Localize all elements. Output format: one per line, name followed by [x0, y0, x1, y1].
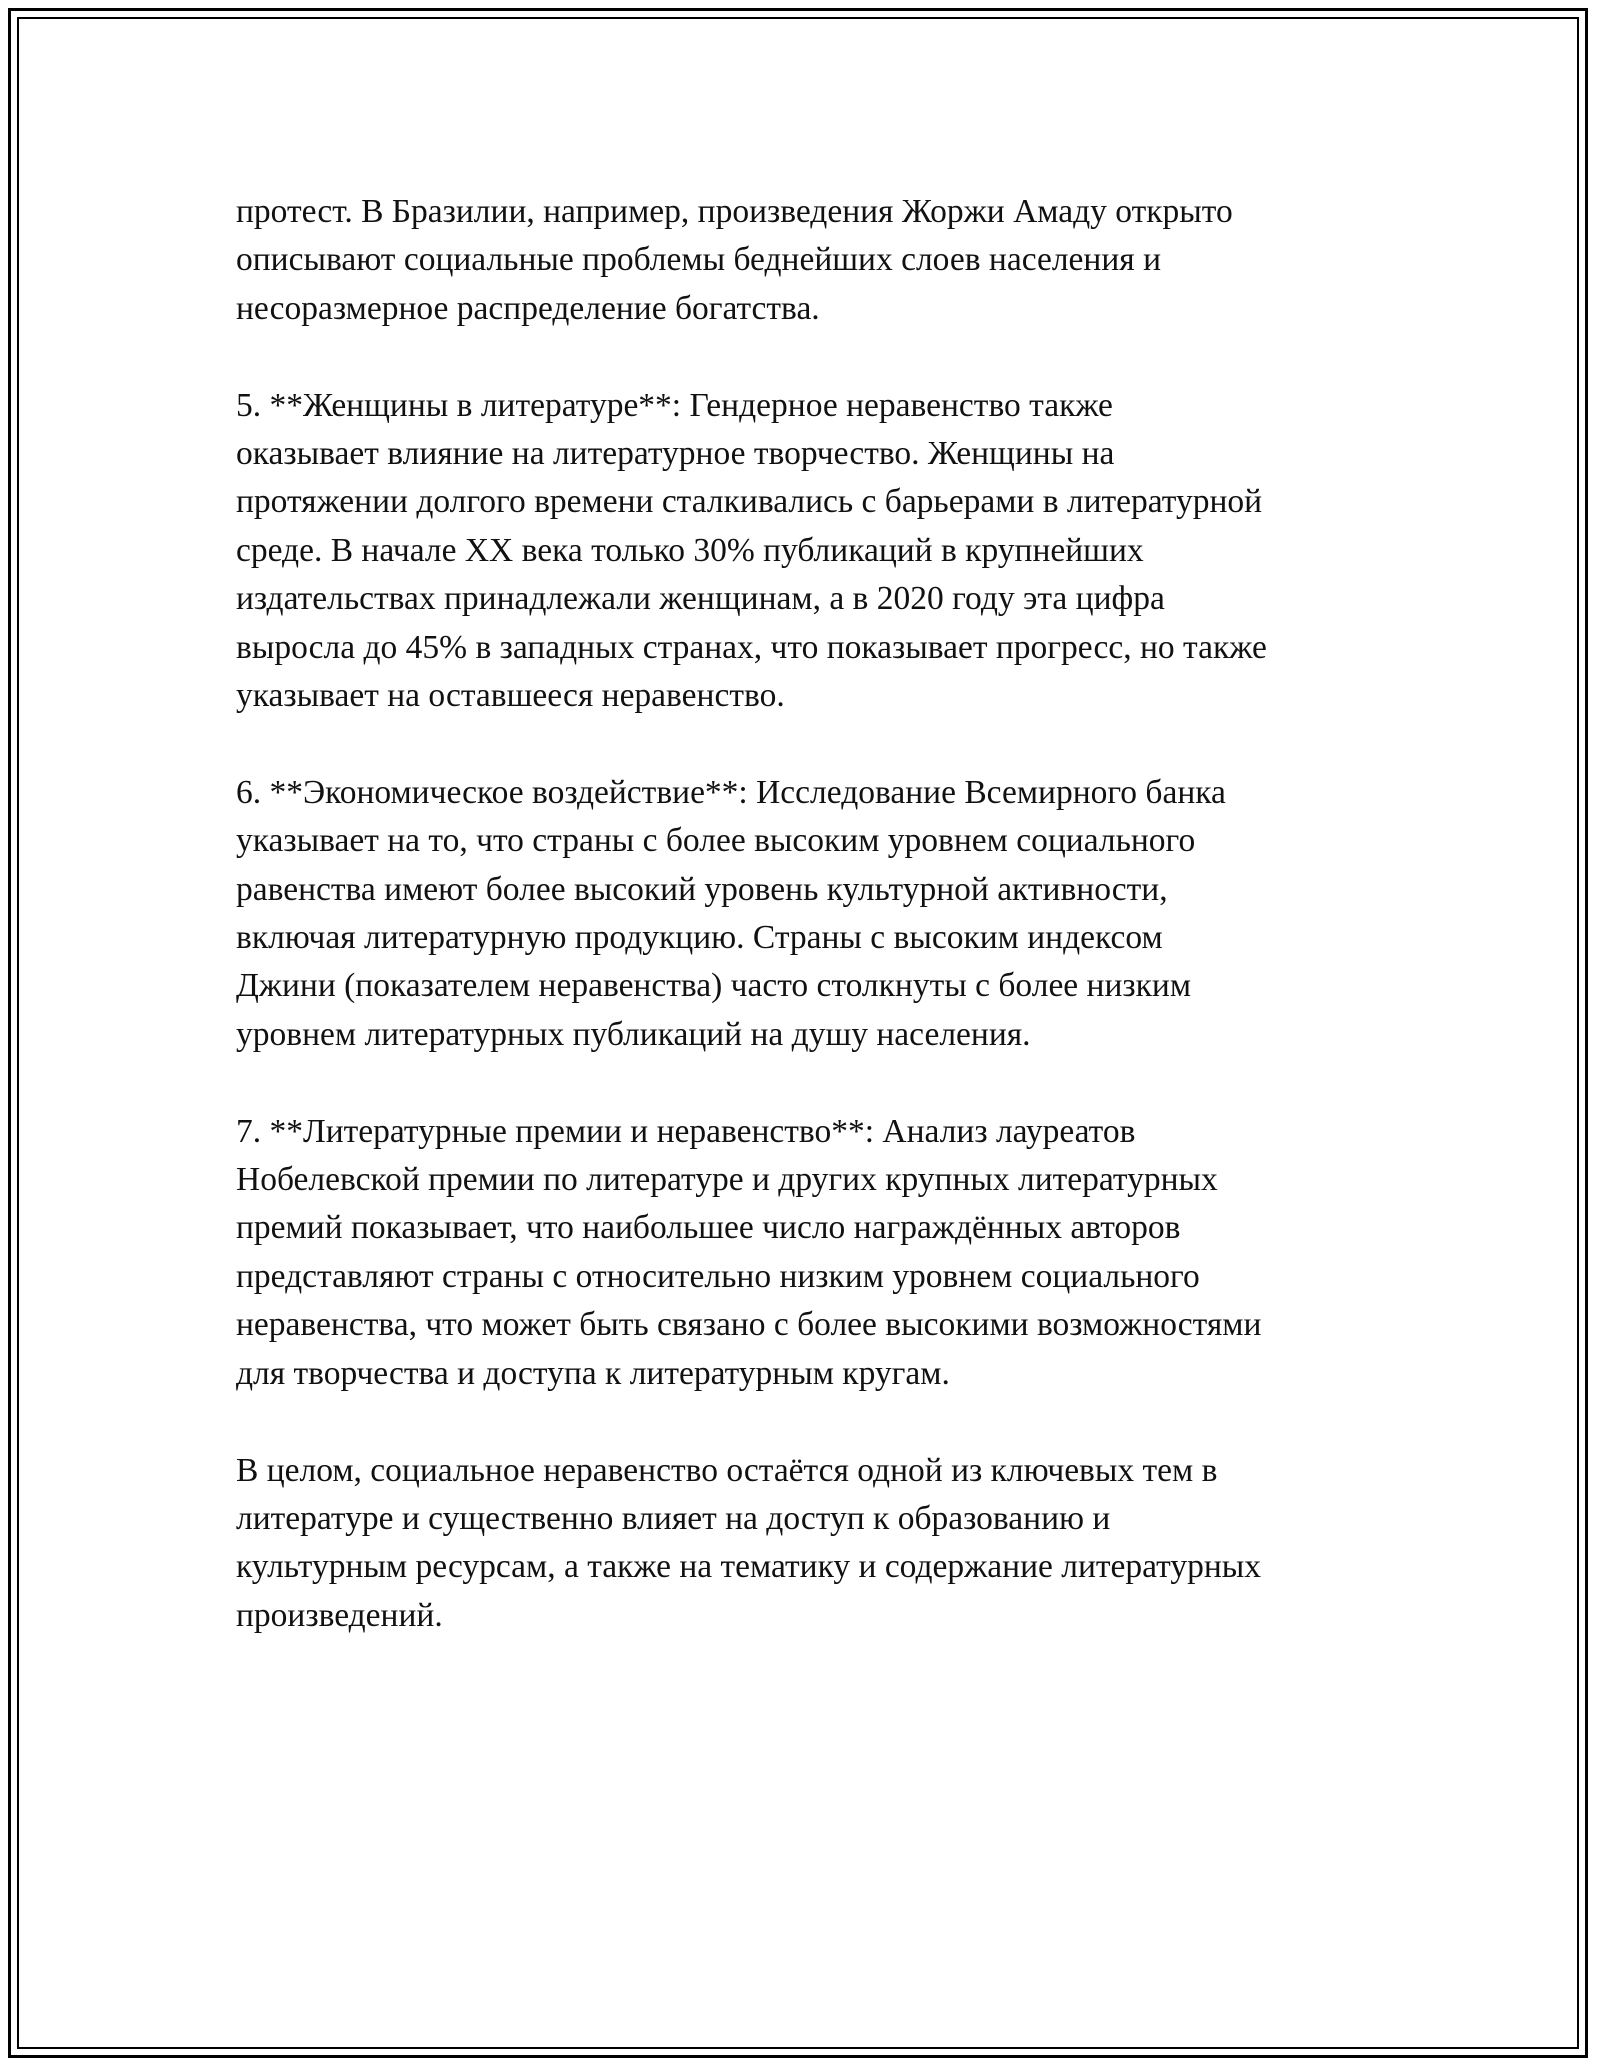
paragraph-intro-continuation: протест. В Бразилии, например, произведения Жоржи Амаду открыто описывают социальные проблемы беднейших слоев населения и несоразмерное распределение богатства.: [236, 193, 1233, 327]
paragraph-economic-impact: 6. **Экономическое воздействие**: Исследование Всемирного банка указывает на то, что страны с более высоким уровнем социального равенства имеют более высокий уровень культурной активности, включая литературную продукцию. Страны с высоким индексом Джини (показателем неравенства) часто столкнуты с более низким уровнем литературных публикаций на душу населения.: [236, 773, 1226, 1053]
paragraph-literary-prizes: 7. **Литературные премии и неравенство**: Анализ лауреатов Нобелевской премии по литературе и других крупных литературных премий показывает, что наибольшее число награждённых авторов представляют страны с относительно низким уровнем социального неравенства, что может быть связано с более высокими возможностями для творчества и доступа к литературным кругам.: [236, 1112, 1262, 1392]
document-body: [236, 188, 1376, 1689]
paragraph-women-in-literature: 5. **Женщины в литературе**: Гендерное неравенство также оказывает влияние на литературное творчество. Женщины на протяжении долгого времени сталкивались с барьерами в литературной среде. В начале XX века только 30% публикаций в крупнейших издательствах принадлежали женщинам, а в 2020 году эта цифра выросла до 45% в западных странах, что показывает прогресс, но также указывает на оставшееся неравенство.: [236, 386, 1267, 715]
paragraph-conclusion: В целом, социальное неравенство остаётся одной из ключевых тем в литературе и существенно влияет на доступ к образованию и культурным ресурсам, а также на тематику и содержание литературных произведений.: [236, 1451, 1262, 1634]
